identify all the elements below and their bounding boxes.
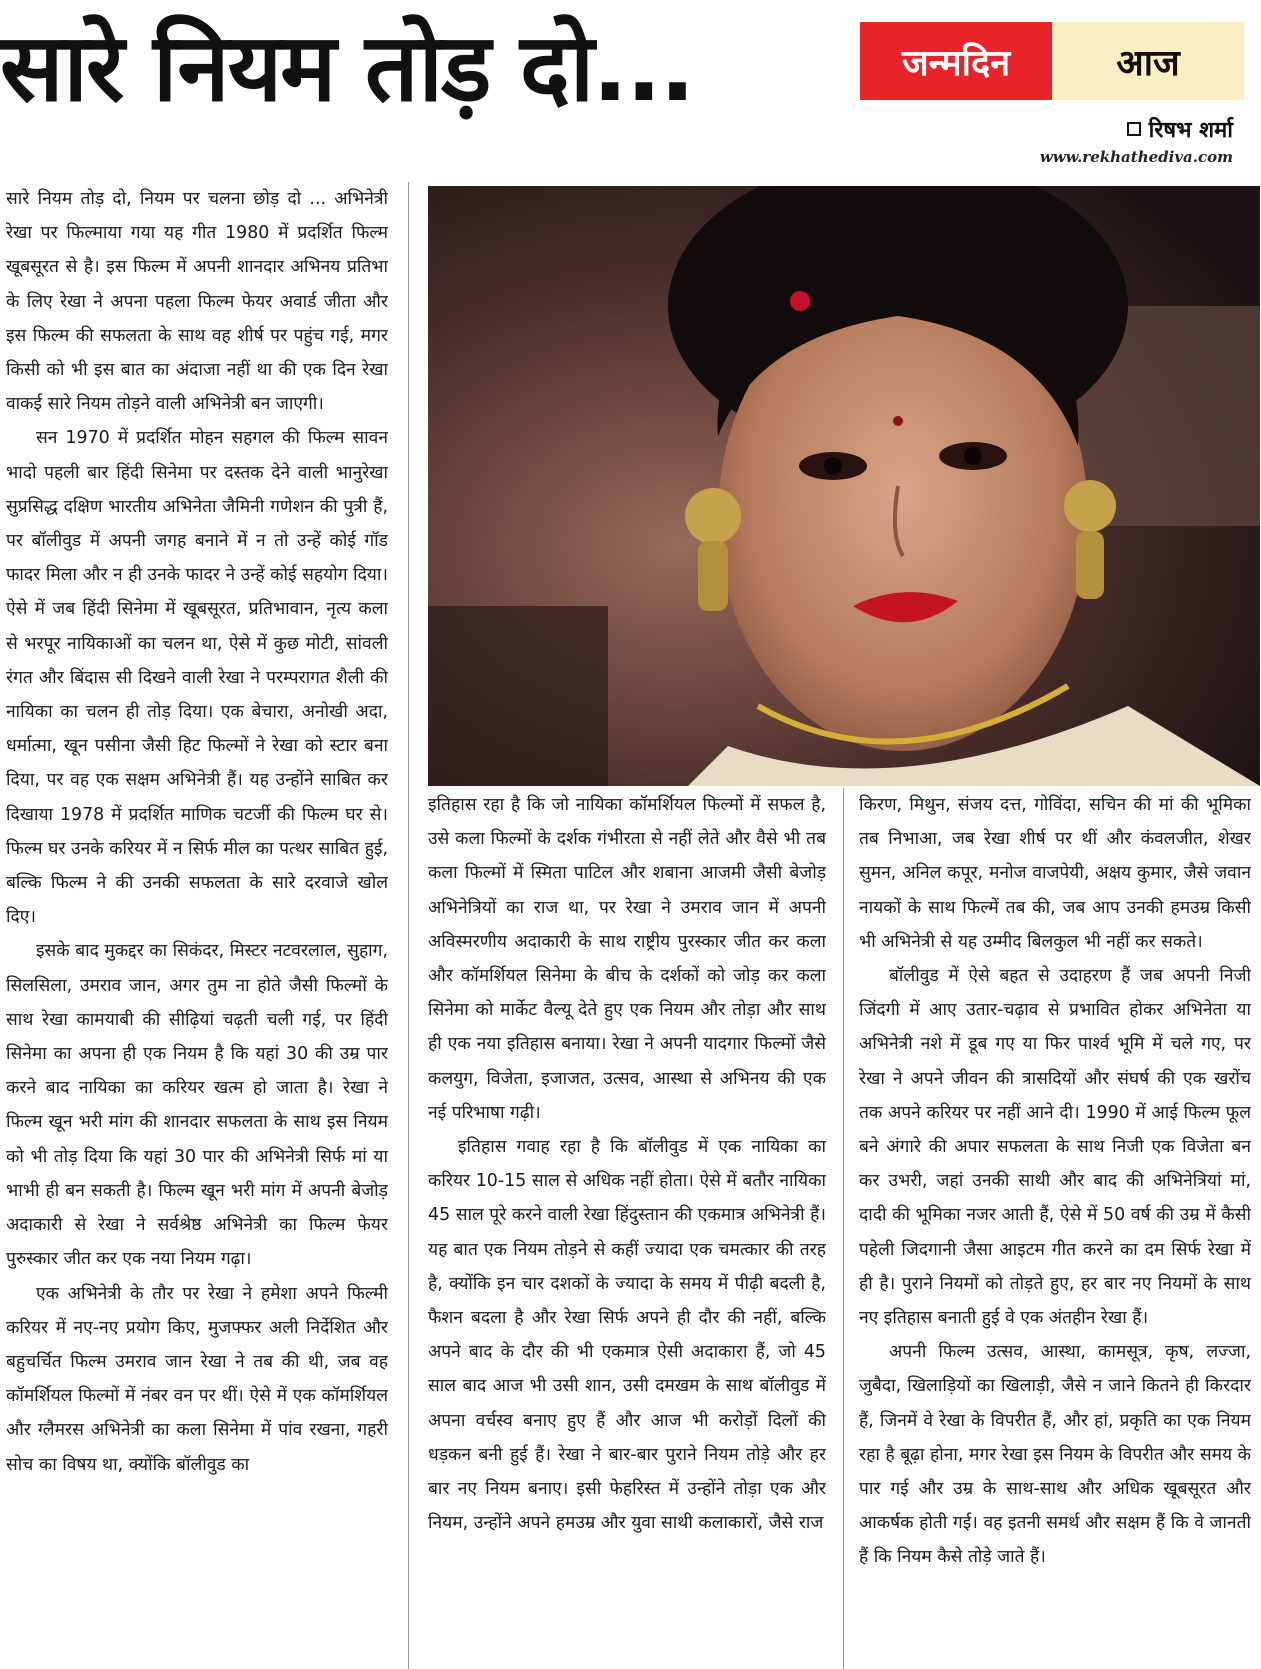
column-divider xyxy=(408,182,409,1669)
paragraph: बॉलीवुड में ऐसे बहत से उदाहरण हैं जब अपनी निजी जिंदगी में आए उतार-चढ़ाव से प्रभावित होकर अभिनेता या अभिनेत्री नशे में डूब गए या फिर पार्श्व भूमि में चले गए, पर रेखा ने अपने जीवन की त्रासदियों और संघर्ष की एक खरोंच तक अपने करियर पर नहीं आने दी। 1990 में आई फिल्म फूल बने अंगारे की अपार सफलता के साथ निजी एक विजेता बन कर उभरी, जहां उनकी साथी और बाद की अभिनेत्रियां मां, दादी की भूमिका नजर आती हैं, ऐसे में 50 वर्ष की उम्र में कैसी पहेली जिदगानी जैसा आइटम गीत करने का दम सिर्फ रेखा में ही है। पुराने नियमों को तोड़ते हुए, हर बार नए नियमों के साथ नए इतिहास बनाती हुई वे एक अंतहीन रेखा हैं। xyxy=(859,966,1251,1329)
headline: सारे नियम तोड़ दो... xyxy=(0,14,694,123)
article-column-3 xyxy=(859,788,1251,1669)
paragraph: सारे नियम तोड़ दो, नियम पर चलना छोड़ दो ... अभिनेत्री रेखा पर फिल्माया गया यह गीत 1980 में प्रदर्शित फिल्म खूबसूरत से है। इस फिल्म में अपनी शानदार अभिनय प्रतिभा के लिए रेखा ने अपना पहला फिल्म फेयर अवार्ड जीता और इस फिल्म की सफलता के साथ वह शीर्ष पर पहुंच गई, मगर किसी को भी इस बात का अंदाजा नहीं था की एक दिन रेखा वाकई सारे नियम तोड़ने वाली अभिनेत्री बन जाएगी। xyxy=(6,189,388,415)
author-name: रिषभ शर्मा xyxy=(1148,118,1233,143)
badge-label-birthday: जन्मदिन xyxy=(860,22,1052,100)
paragraph: इतिहास रहा है कि जो नायिका कॉमर्शियल फिल्मों में सफल है, उसे कला फिल्मों के दर्शक गंभीरता से नहीं लेते और वैसे भी तब कला फिल्मों में स्मिता पाटिल और शबाना आजमी जैसी बेजोड़ अभिनेत्रियों का राज था, पर रेखा ने उमराव जान में अपनी अविस्मरणीय अदाकारी के साथ राष्ट्रीय पुरस्कार जीत कर कला और कॉमर्शियल सिनेमा के बीच के दर्शकों को जोड़ कर कला सिनेमा को मार्केट वैल्यू देते हुए एक नियम और तोड़ा और साथ ही एक नया इतिहास बनाया। रेखा ने अपनी यादगार फिल्मों जैसे कलयुग, विजेता, इजाजत, उत्सव, आस्था से अभिनय की एक नई परिभाषा गढ़ी। xyxy=(428,795,826,1123)
website-credit: www.rekhathediva.com xyxy=(1039,148,1233,166)
article-column-1 xyxy=(6,182,388,1669)
paragraph: किरण, मिथुन, संजय दत्त, गोविंदा, सचिन की मां की भूमिका तब निभाआ, जब रेखा शीर्ष पर थीं और कंवलजीत, शेखर सुमन, अनिल कपूर, मनोज वाजपेयी, अक्षय कुमार, जैसे जवान नायकों के साथ फिल्में तब की, जब आप उनकी हमउम्र किसी भी अभिनेत्री से यह उम्मीद बिलकुल भी नहीं कर सकते। xyxy=(859,795,1251,952)
birthday-badge xyxy=(860,22,1244,100)
paragraph: इसके बाद मुकद्दर का सिकंदर, मिस्टर नटवरलाल, सुहाग, सिलसिला, उमराव जान, अगर तुम ना होते जैसी फिल्मों के साथ रेखा कामयाबी की सीढ़ियां चढ़ती चली गई, पर हिंदी सिनेमा का अपना ही एक नियम है कि यहां 30 की उम्र पार करने बाद नायिका का करियर खत्म हो जाता है। रेखा ने फिल्म खून भरी मांग की शानदार सफलता के साथ इस नियम को भी तोड़ दिया कि यहां 30 पार की अभिनेत्री सिर्फ मां या भाभी ही बन सकती है। फिल्म खून भरी मांग में अपनी बेजोड़ अदाकारी से रेखा ने सर्वश्रेष्ठ अभिनेत्री का फिल्म फेयर पुरुस्कार जीत कर एक नया नियम गढ़ा। xyxy=(6,941,388,1270)
badge-label-today: आज xyxy=(1052,22,1244,100)
paragraph: अपनी फिल्म उत्सव, आस्था, कामसूत्र, कृष, लज्जा, जुबैदा, खिलाड़ियों का खिलाड़ी, जैसे न जाने कितने ही किरदार हैं, जिनमें वे रेखा के विपरीत हैं, और हां, प्रकृति का एक नियम रहा है बूढ़ा होना, मगर रेखा इस नियम के विपरीत और समय के पार गई और उम्र के साथ-साथ और अधिक खूबसूरत और आकर्षक होती गई। वह इतनी समर्थ और सक्षम हैं कि वे जानती हैं कि नियम कैसे तोड़े जाते हैं। xyxy=(859,1342,1251,1568)
square-bullet-icon xyxy=(1127,122,1141,136)
paragraph: इतिहास गवाह रहा है कि बॉलीवुड में एक नायिका का करियर 10-15 साल से अधिक नहीं होता। ऐसे में बतौर नायिका 45 साल पूरे करने वाली रेखा हिंदुस्तान की एकमात्र अभिनेत्री हैं। यह बात एक नियम तोड़ने से कहीं ज्यादा एक चमत्कार की तरह है, क्योंकि इन चार दशकों के ज्यादा के समय में पीढ़ी बदली है, फैशन बदला है और रेखा सिर्फ अपने ही दौर की नहीं, बल्कि अपने बाद के दौर की भी एकमात्र ऐसी अदाकारा हैं, जो 45 साल बाद आज भी उसी शान, उसी दमखम के साथ बॉलीवुड में अपना वर्चस्व बनाए हुए हैं और आज भी करोड़ों दिलों की धड़कन बनी हुई हैं। रेखा ने बार-बार पुराने नियम तोड़े और हर बार नए नियम बनाए। इसी फेहरिस्त में उन्होंने तोड़ा एक और नियम, उन्होंने अपने हमउम्र और युवा साथी कलाकारों, जैसे राज xyxy=(428,1137,826,1534)
paragraph: सन 1970 में प्रदर्शित मोहन सहगल की फिल्म सावन भादो पहली बार हिंदी सिनेमा पर दस्तक देने वाली भानुरेखा सुप्रसिद्ध दक्षिण भारतीय अभिनेता जैमिनी गणेशन की पुत्री हैं, पर बॉलीवुड में अपनी जगह बनाने में न तो उन्हें कोई गॉड फादर मिला और न ही उनके फादर ने उन्हें कोई सहयोग दिया। ऐसे में जब हिंदी सिनेमा में खूबसूरत, प्रतिभावान, नृत्य कला से भरपूर नायिकाओं का चलन था, ऐसे में कुछ मोटी, सांवली रंगत और बिंदास सी दिखने वाली रेखा ने परम्परागत शैली की नायिका का चलन ही तोड़ दिया। एक बेचारा, अनोखी अदा, धर्मात्मा, खून पसीना जैसी हिट फिल्मों ने रेखा को स्टार बना दिया, पर वह एक सक्षम अभिनेत्री हैं। यह उन्होंने साबित कर दिखाया 1978 में प्रदर्शित माणिक चटर्जी की फिल्म घर से। फिल्म घर उनके करियर में न सिर्फ मील का पत्थर साबित हुई, बल्कि फिल्म ने की उनकी सफलता के सारे दरवाजे खोल दिए। xyxy=(6,428,388,928)
article-column-2 xyxy=(428,788,826,1669)
portrait-photo xyxy=(428,186,1260,786)
portrait-illustration xyxy=(428,186,1260,786)
byline xyxy=(1127,114,1233,144)
column-divider xyxy=(843,788,844,1669)
paragraph: एक अभिनेत्री के तौर पर रेखा ने हमेशा अपने फिल्मी करियर में नए-नए प्रयोग किए, मुजफ्फर अली निर्देशित और बहुचर्चित फिल्म उमराव जान रेखा ने तब की थी, जब वह कॉमर्शियल फिल्मों में नंबर वन पर थीं। ऐसे में एक कॉमर्शियल और ग्लैमरस अभिनेत्री का कला सिनेमा में पांव रखना, गहरी सोच का विषय था, क्योंकि बॉलीवुड का xyxy=(6,1283,388,1475)
